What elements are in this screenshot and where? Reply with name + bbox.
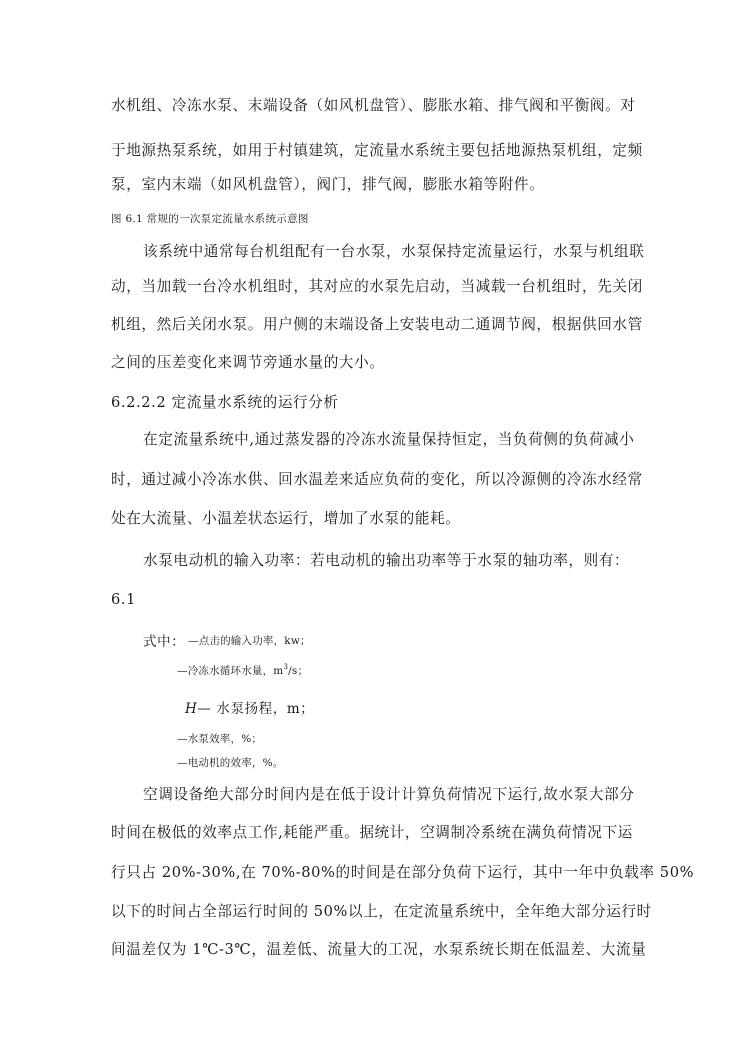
definition-item: —水泵效率，%； — [177, 733, 263, 745]
symbol-h: H — [185, 701, 198, 717]
paragraph-line: 于地源热泵系统，如用于村镇建筑，定流量水系统主要包括地源热泵机组，定频 — [111, 142, 643, 159]
figure-caption: 图 6.1 常规的一次泵定流量水系统示意图 — [111, 213, 309, 225]
paragraph-line: 处在大流量、小温差状态运行，增加了水泵的能耗。 — [111, 510, 461, 527]
section-heading: 6.2.2.2 定流量水系统的运行分析 — [111, 394, 339, 411]
paragraph-line: 时间在极低的效率点工作,耗能严重。据统计，空调制冷系统在满负荷情况下运 — [111, 824, 633, 841]
paragraph-line: 水泵电动机的输入功率：若电动机的输出功率等于水泵的轴功率，则有： — [143, 552, 630, 569]
paragraph-line: 间温差仅为 1℃-3℃，温差低、流量大的工况，水泵系统长期在低温差、大流量 — [111, 941, 647, 958]
paragraph-line: 在定流量系统中,通过蒸发器的冷冻水流量保持恒定，当负荷侧的负荷减小 — [143, 431, 635, 448]
definition-item: —点击的输入功率，kw； — [188, 635, 311, 647]
definition-prefix: —冷冻水循环水量，m — [177, 665, 284, 677]
paragraph-line: 泵，室内末端（如风机盘管），阀门，排气阀，膨胀水箱等附件。 — [111, 176, 545, 193]
paragraph-line: 机组，然后关闭水泵。用户侧的末端设备上安装电动二通调节阀，根据供回水管 — [111, 316, 643, 333]
definition-item — [177, 663, 308, 678]
paragraph-line: 以下的时间占全部运行时间的 50%以上，在定流量系统中，全年绝大部分运行时 — [111, 903, 652, 920]
where-label: 式中： — [143, 634, 186, 650]
definition-item — [185, 697, 314, 717]
equation-number: 6.1 — [111, 591, 137, 608]
superscript: 3 — [283, 663, 289, 671]
paragraph-line: 空调设备绝大部分时间内是在低于设计计算负荷情况下运行,故水泵大部分 — [143, 786, 635, 803]
definition-item: —电动机的效率，%。 — [177, 757, 284, 769]
paragraph-line: 行只占 20%-30%,在 70%-80%的时间是在部分负荷下运行，其中一年中负载率 50% — [111, 864, 695, 881]
definition-suffix: /s； — [288, 665, 309, 677]
paragraph-line: 动，当加载一台冷水机组时，其对应的水泵先启动，当减载一台机组时，先关闭 — [111, 278, 643, 295]
definition-text: — 水泵扬程，m； — [197, 701, 315, 717]
paragraph-line: 水机组、冷冻水泵、末端设备（如风机盘管）、膨胀水箱、排气阀和平衡阀。对 — [111, 97, 636, 114]
paragraph-line: 之间的压差变化来调节旁通水量的大小。 — [111, 354, 385, 371]
paragraph-line: 该系统中通常每台机组配有一台水泵，水泵保持定流量运行，水泵与机组联 — [143, 243, 645, 260]
paragraph-line: 时，通过减小冷冻水供、回水温差来适应负荷的变化，所以冷源侧的冷冻水经常 — [111, 471, 643, 488]
